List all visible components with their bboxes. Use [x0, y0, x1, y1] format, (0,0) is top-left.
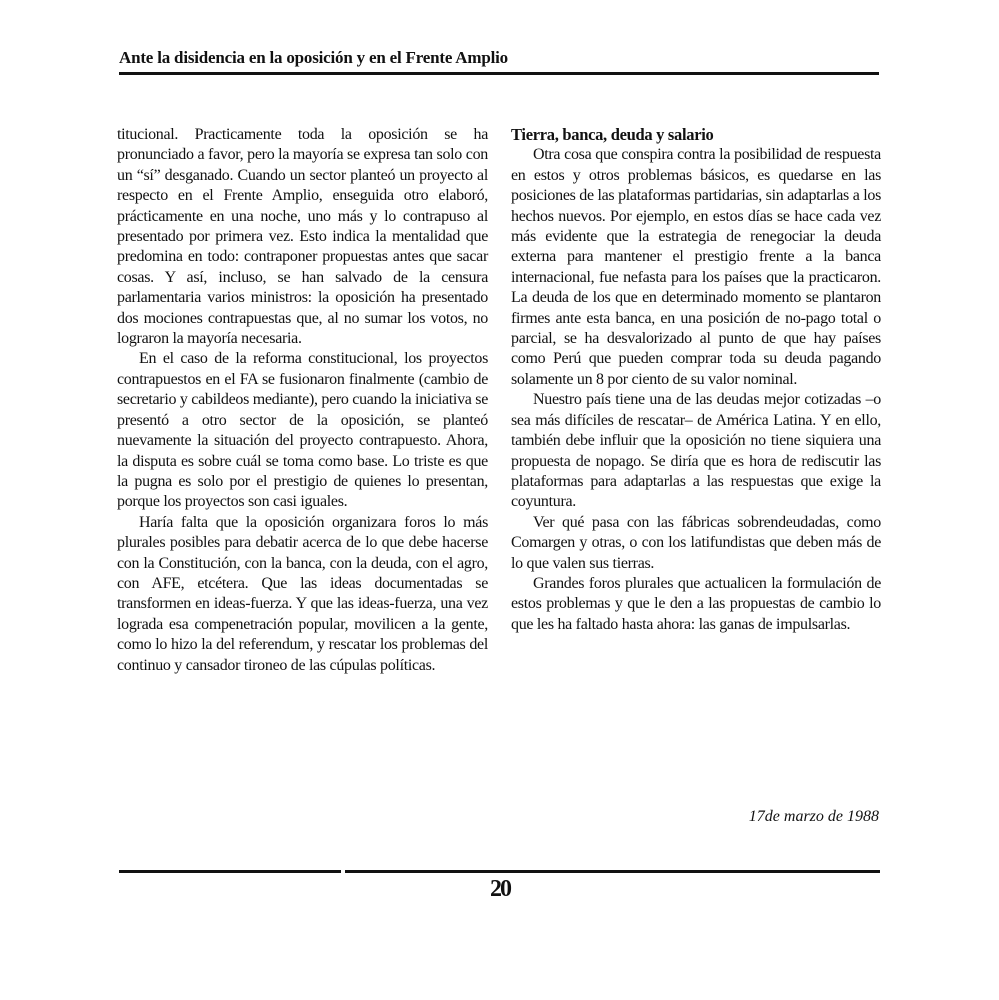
right-column	[511, 125, 881, 635]
header-rule	[119, 72, 879, 75]
right-paragraph-4: Grandes foros plurales que actualicen la formulación de estos problemas y que le den a las propuestas de cambio lo que les ha faltado hasta ahora: las ganas de impulsarlas.	[511, 574, 881, 633]
page-number: 20	[490, 876, 510, 902]
left-paragraph-1: titucional. Practicamente toda la oposición se ha pronunciado a favor, pero la mayoría se expresa tan solo con un “sí” desganado. Cuando un sector planteó un proyecto al respecto en el Frente Amplio, enseguida otro elaboró, prácticamente en una noche, uno más y lo contrapuso al presentado por primera vez. Esto indica la mentalidad que predomina en todo: contraponer propuestas antes que sacar cosas. Y así, incluso, se han salvado de la censura parlamentaria varios ministros: la oposición ha presentado dos mociones contrapuestas que, al no sumar los votos, no lograron la mayoría necesaria.	[117, 126, 488, 348]
right-paragraph-1: Otra cosa que conspira contra la posibilidad de respuesta en estos y otros problemas básicos, es quedarse en las posiciones de las plataformas partidarias, sin adaptarlas a los hechos nuevos. Por ejemplo, en estos días se hace cada vez más evidente que la estrategia de renegociar la deuda externa para mantener el prestigio frente a la banca internacional, fue nefasta para los países que la practicaron. La deuda de los que en determinado momento se plantaron firmes ante esta banca, en una posición de no-pago total o parcial, se ha desvalorizado al punto de que hay países como Perú que pueden comprar toda su deuda pagando solamente un 8 por ciento de su valor nominal.	[511, 146, 881, 388]
left-paragraph-3: Haría falta que la oposición organizara foros lo más plurales posibles para debatir acerca de lo que debe hacerse con la Constitución, con la banca, con la deuda, con el agro, con AFE, etcétera. Que las ideas documentadas se transformen en ideas-fuerza. Y que las ideas-fuerza, una vez lograda esa compenetración popular, movilicen a la gente, como lo hizo la del referendum, y rescatar los problemas del continuo y cansador tironeo de las cúpulas políticas.	[117, 513, 488, 674]
left-column	[117, 125, 488, 676]
left-paragraph-2: En el caso de la reforma constitucional, los proyectos contrapuestos en el FA se fusionaron finalmente (cambio de secretario y cabildeos mediante), pero cuando la iniciativa se presentó a otro sector de la oposición, se planteó nuevamente la situación del proyecto contrapuesto. Ahora, la disputa es sobre cuál se toma como base. Lo triste es que la pugna es solo por el prestigio de quienes lo presentan, porque los proyectos son casi iguales.	[117, 350, 489, 511]
right-paragraph-3: Ver qué pasa con las fábricas sobrendeudadas, como Comargen y otras, o con los latifundistas que deben más de lo que valen sus tierras.	[511, 513, 881, 572]
dateline: 17de marzo de 1988	[748, 808, 879, 825]
right-paragraph-2: Nuestro país tiene una de las deudas mejor cotizadas –o sea más difíciles de rescatar– de América Latina. Y en ello, también debe influir que la oposición no tiene siquiera una propuesta de nopago. Se diría que es hora de rediscutir las plataformas para adaptarlas a las respuestas que exige la coyuntura.	[511, 391, 881, 511]
running-header: Ante la disidencia en la oposición y en el Frente Amplio	[119, 48, 508, 67]
footer-rule-right	[345, 870, 880, 873]
section-heading: Tierra, banca, deuda y salario	[511, 125, 714, 144]
footer-rule-left	[119, 870, 341, 873]
